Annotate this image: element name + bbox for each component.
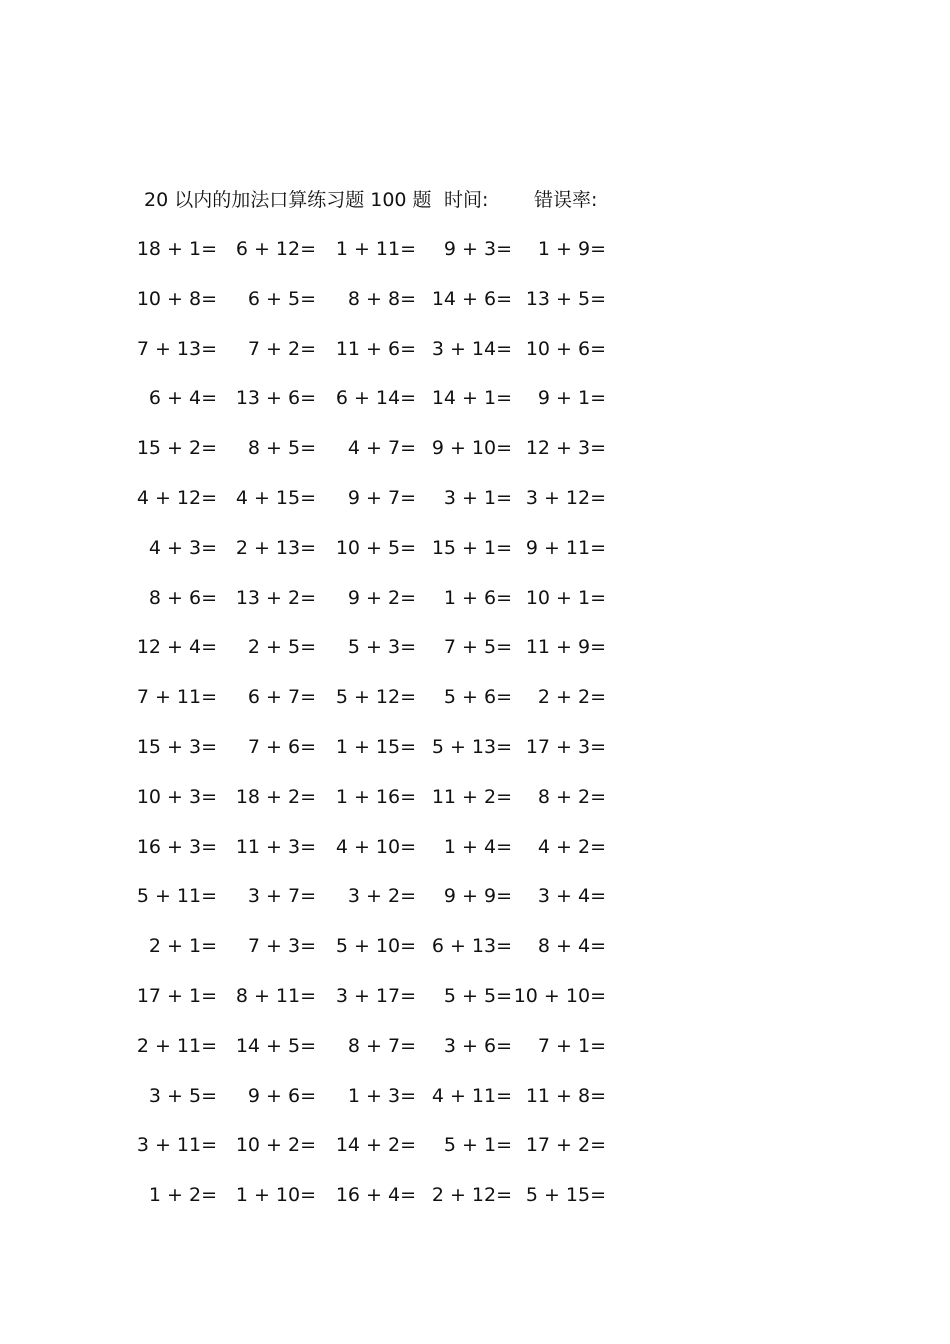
addition-problem: 6 + 5= <box>247 287 316 310</box>
addition-problem: 7 + 1= <box>537 1034 606 1057</box>
addition-problem: 14 + 6= <box>431 287 512 310</box>
addition-problem: 6 + 7= <box>247 686 316 709</box>
addition-problem: 17 + 1= <box>136 985 217 1007</box>
addition-problem: 9 + 10= <box>431 437 512 460</box>
addition-problem: 4 + 2= <box>537 835 606 858</box>
addition-problem: 5 + 13= <box>431 736 512 758</box>
addition-problem: 3 + 12= <box>525 487 606 509</box>
addition-problem: 2 + 11= <box>136 1034 217 1057</box>
addition-problem: 3 + 5= <box>148 1084 217 1107</box>
addition-problem: 1 + 3= <box>347 1084 416 1107</box>
addition-problem: 8 + 8= <box>347 287 416 310</box>
addition-problem: 8 + 2= <box>537 785 606 808</box>
addition-problem: 15 + 1= <box>431 536 512 559</box>
addition-problem: 6 + 12= <box>235 238 316 260</box>
addition-problem: 11 + 9= <box>525 636 606 659</box>
addition-problem: 3 + 11= <box>136 1134 217 1157</box>
addition-problem: 2 + 13= <box>235 536 316 559</box>
addition-problem: 9 + 3= <box>443 238 512 260</box>
addition-problem: 5 + 15= <box>525 1184 606 1207</box>
addition-problem: 4 + 3= <box>148 536 217 559</box>
addition-problem: 1 + 9= <box>537 238 606 260</box>
addition-problem: 2 + 5= <box>247 636 316 659</box>
addition-problem: 5 + 10= <box>335 935 416 958</box>
addition-problem: 6 + 13= <box>431 935 512 958</box>
addition-problem: 4 + 12= <box>136 487 217 509</box>
addition-problem: 17 + 3= <box>525 736 606 758</box>
addition-problem: 9 + 1= <box>537 387 606 410</box>
addition-problem: 13 + 5= <box>525 287 606 310</box>
addition-problem: 18 + 2= <box>235 785 316 808</box>
addition-problem: 5 + 12= <box>335 686 416 709</box>
addition-problem: 13 + 2= <box>235 586 316 609</box>
addition-problem: 4 + 15= <box>235 487 316 509</box>
addition-problem: 4 + 10= <box>335 835 416 858</box>
addition-problem: 1 + 4= <box>443 835 512 858</box>
addition-problem: 10 + 8= <box>136 287 217 310</box>
addition-problem: 8 + 4= <box>537 935 606 958</box>
addition-problem: 7 + 3= <box>247 935 316 958</box>
addition-problem: 10 + 3= <box>136 785 217 808</box>
addition-problem: 7 + 5= <box>443 636 512 659</box>
addition-problem: 12 + 4= <box>136 636 217 659</box>
addition-problem: 3 + 6= <box>443 1034 512 1057</box>
addition-problem: 7 + 6= <box>247 736 316 758</box>
addition-problem: 7 + 11= <box>136 686 217 709</box>
addition-problem: 9 + 2= <box>347 586 416 609</box>
addition-problem: 5 + 5= <box>443 985 512 1007</box>
addition-problem: 16 + 3= <box>136 835 217 858</box>
addition-problem: 14 + 2= <box>335 1134 416 1157</box>
addition-problem: 2 + 2= <box>537 686 606 709</box>
addition-problem: 2 + 12= <box>431 1184 512 1207</box>
addition-problem: 1 + 11= <box>335 238 416 260</box>
addition-problem: 5 + 6= <box>443 686 512 709</box>
addition-problem: 15 + 3= <box>136 736 217 758</box>
addition-problem: 10 + 10= <box>513 985 606 1007</box>
addition-problem: 8 + 7= <box>347 1034 416 1057</box>
addition-problem: 6 + 14= <box>335 387 416 410</box>
addition-problem: 1 + 16= <box>335 785 416 808</box>
addition-problem: 1 + 2= <box>148 1184 217 1207</box>
addition-problem: 9 + 9= <box>443 885 512 908</box>
addition-problem: 15 + 2= <box>136 437 217 460</box>
addition-problem: 13 + 6= <box>235 387 316 410</box>
addition-problem: 18 + 1= <box>136 238 217 260</box>
addition-problem: 10 + 6= <box>525 337 606 360</box>
addition-problem: 3 + 17= <box>335 985 416 1007</box>
addition-problem: 4 + 11= <box>431 1084 512 1107</box>
addition-problem: 1 + 10= <box>235 1184 316 1207</box>
addition-problem: 7 + 2= <box>247 337 316 360</box>
addition-problem: 16 + 4= <box>335 1184 416 1207</box>
addition-problem: 8 + 6= <box>148 586 217 609</box>
addition-problem: 3 + 7= <box>247 885 316 908</box>
addition-problem: 11 + 3= <box>235 835 316 858</box>
addition-problem: 7 + 13= <box>136 337 217 360</box>
addition-problem: 14 + 5= <box>235 1034 316 1057</box>
addition-problem: 3 + 2= <box>347 885 416 908</box>
time-label: 时间: <box>444 189 489 211</box>
addition-problem: 9 + 11= <box>525 536 606 559</box>
addition-problem: 10 + 2= <box>235 1134 316 1157</box>
addition-problem: 5 + 3= <box>347 636 416 659</box>
worksheet-title: 20 以内的加法口算练习题 100 题 <box>144 189 432 211</box>
addition-problem: 8 + 11= <box>235 985 316 1007</box>
error-rate-label: 错误率: <box>534 189 598 211</box>
addition-problem: 5 + 11= <box>136 885 217 908</box>
addition-problem: 5 + 1= <box>443 1134 512 1157</box>
addition-problem: 14 + 1= <box>431 387 512 410</box>
addition-problem: 8 + 5= <box>247 437 316 460</box>
addition-problem: 10 + 1= <box>525 586 606 609</box>
addition-problem: 11 + 8= <box>525 1084 606 1107</box>
addition-problem: 6 + 4= <box>148 387 217 410</box>
addition-problem: 12 + 3= <box>525 437 606 460</box>
addition-problem: 1 + 15= <box>335 736 416 758</box>
addition-problem: 11 + 2= <box>431 785 512 808</box>
addition-problem: 11 + 6= <box>335 337 416 360</box>
addition-problem: 9 + 7= <box>347 487 416 509</box>
addition-problem: 3 + 14= <box>431 337 512 360</box>
addition-problem: 1 + 6= <box>443 586 512 609</box>
addition-problem: 10 + 5= <box>335 536 416 559</box>
addition-problem: 3 + 1= <box>443 487 512 509</box>
addition-problem: 3 + 4= <box>537 885 606 908</box>
addition-problem: 4 + 7= <box>347 437 416 460</box>
addition-problem: 17 + 2= <box>525 1134 606 1157</box>
addition-problem: 9 + 6= <box>247 1084 316 1107</box>
addition-problem: 2 + 1= <box>148 935 217 958</box>
